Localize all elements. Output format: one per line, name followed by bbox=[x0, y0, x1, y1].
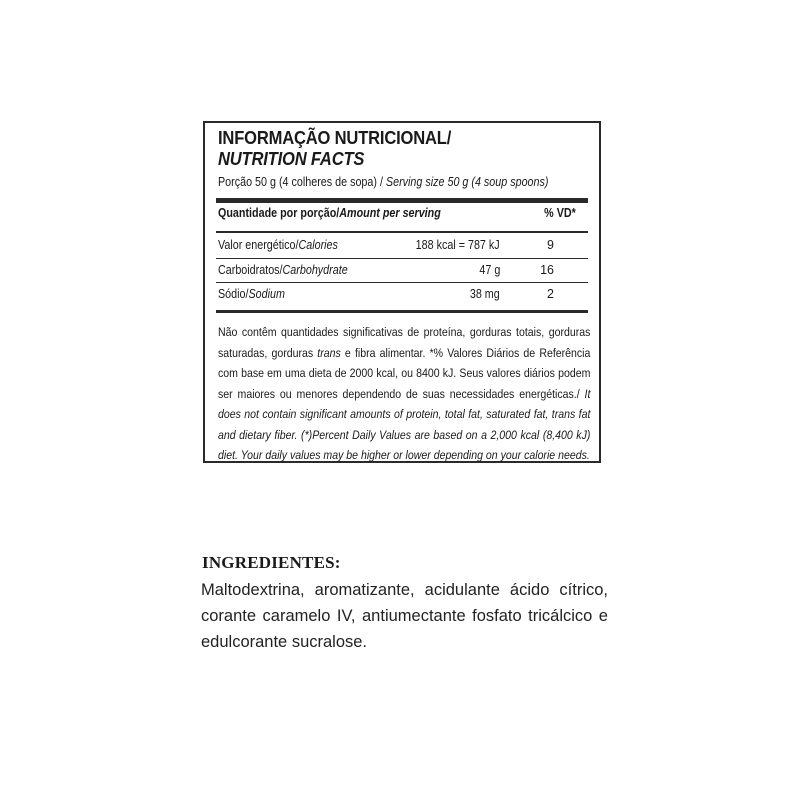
footnote-pt-part1: Não contêm quantidades significativas de proteína, gorduras totais, gorduras saturadas, gorduras bbox=[218, 325, 591, 360]
nutrient-name bbox=[218, 238, 338, 252]
nutrient-amount: 38 mg bbox=[470, 287, 500, 301]
nutrient-daily-value: 9 bbox=[547, 238, 554, 252]
nutrition-footnote bbox=[218, 322, 590, 466]
thick-divider bbox=[216, 198, 588, 203]
nutrient-name-pt: Valor energético/ bbox=[218, 238, 299, 252]
nutrient-name-pt: Sódio/ bbox=[218, 287, 249, 301]
nutrient-name-en: Sodium bbox=[248, 287, 285, 301]
table-row bbox=[218, 260, 586, 282]
nutrition-facts-label bbox=[203, 121, 601, 463]
ingredients-heading: INGREDIENTES: bbox=[202, 553, 341, 572]
table-row bbox=[218, 284, 586, 306]
footnote-pt-part2: e fibra alimentar. *% Valores Diários de Referência com base em uma dieta de 2000 kcal, ou 8400 kJ. Seus valores diários podem ser maiores ou menores dependendo de suas necessidades energéticas./ bbox=[218, 345, 591, 401]
nutrient-name bbox=[218, 287, 285, 301]
serving-size-en: Serving size 50 g (4 soup spoons) bbox=[385, 175, 549, 189]
title-english: NUTRITION FACTS bbox=[218, 149, 365, 169]
header-daily-value: % VD* bbox=[544, 206, 576, 220]
row-divider bbox=[216, 282, 588, 283]
header-left-en: Amount per serving bbox=[339, 206, 441, 220]
footnote-trans-word: trans bbox=[317, 345, 341, 360]
nutrient-daily-value: 2 bbox=[547, 287, 554, 301]
nutrient-name-en: Carbohydrate bbox=[282, 263, 348, 277]
header-divider bbox=[216, 231, 588, 233]
footnote-english: It does not contain significant amounts of protein, total fat, saturated fat, trans fat and dietary fiber. (*)Percent Daily Values are based on a 2,000 kcal (8,400 kJ) diet. Your daily values may be higher or lower depending on your calorie needs. bbox=[218, 386, 591, 462]
nutrient-name-pt: Carboidratos/ bbox=[218, 263, 283, 277]
nutrition-title bbox=[218, 128, 451, 170]
nutrient-name-en: Calories bbox=[298, 238, 338, 252]
header-left-pt: Quantidade por porção/ bbox=[218, 206, 340, 220]
title-portuguese: INFORMAÇÃO NUTRICIONAL/ bbox=[218, 128, 452, 148]
table-row bbox=[218, 235, 586, 257]
ingredients-list: Maltodextrina, aromatizante, acidulante ácido cítrico, corante caramelo IV, antiumectante fosfato tricálcico e edulcorante sucralose. bbox=[201, 581, 608, 651]
nutrient-amount: 188 kcal = 787 kJ bbox=[416, 238, 500, 252]
row-divider bbox=[216, 258, 588, 259]
nutrient-name bbox=[218, 263, 348, 277]
nutrient-daily-value: 16 bbox=[540, 263, 554, 277]
serving-size-pt: Porção 50 g (4 colheres de sopa) / bbox=[218, 175, 386, 189]
notes-divider bbox=[216, 310, 588, 313]
serving-size bbox=[218, 175, 548, 189]
header-amount-per-serving bbox=[218, 206, 441, 220]
nutrient-amount: 47 g bbox=[479, 263, 500, 277]
